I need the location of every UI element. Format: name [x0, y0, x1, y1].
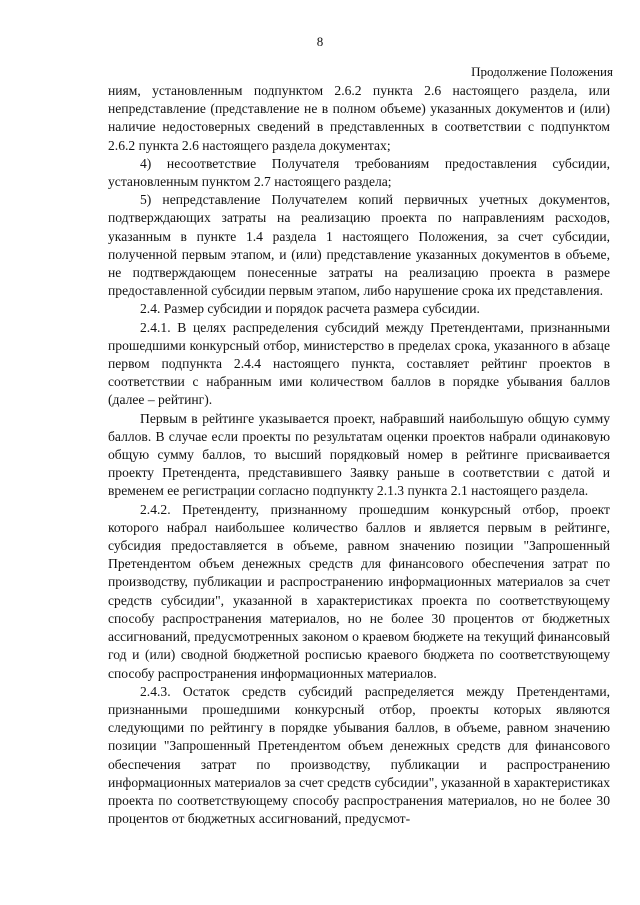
paragraph-continuation: ниям, установленным подпунктом 2.6.2 пункта 2.6 настоящего раздела, или непредставление (представление не в полном объеме) указанных документов и (или) наличие недостоверных сведений в представленных в соответствии с подпунктом 2.6.2 пункта 2.6 настоящего раздела документах;	[108, 83, 610, 153]
paragraph-item-4: 4) несоответствие Получателя требованиям предоставления субсидии, установленным пунктом 2.7 настоящего раздела;	[108, 155, 610, 190]
body-text	[108, 82, 610, 828]
page-number: 8	[316, 34, 324, 49]
section-heading-2-4: 2.4. Размер субсидии и порядок расчета размера субсидии.	[140, 301, 480, 317]
paragraph-2-4-3: 2.4.3. Остаток средств субсидий распределяется между Претендентами, признанными прошедшими конкурсный отбор, проекты которых являются следующими по рейтингу в порядке убывания баллов, в объеме, равном значению позиции "Запрошенный Претендентом объем денежных средств для финансового обеспечения затрат по производству, публикации и распространению информационных материалов за счет средств субсидии", указанной в характеристиках проекта по соответствующему способу распространения материалов, но не более 30 процентов от бюджетных ассигнований, предусмот-	[108, 683, 610, 827]
running-head: Продолжение Положения	[471, 64, 613, 79]
paragraph-2-4-2: 2.4.2. Претенденту, признанному прошедшим конкурсный отбор, проект которого набрал наибольшее количество баллов и является первым в рейтинге, субсидия предоставляется в объеме, равном значению позиции "Запрошенный Претендентом объем денежных средств для финансового обеспечения затрат по производству, публикации и распространению информационных материалов за счет средств субсидии", указанной в характеристиках проекта по соответствующему способу распространения материалов, но не более 30 процентов от бюджетных ассигнований, предусмотренных законом о краевом бюджете на текущий финансовый год и (или) сводной бюджетной росписью краевого бюджета по соответствующему способу распространения информационных материалов.	[108, 501, 610, 681]
paragraph-rating-rules: Первым в рейтинге указывается проект, набравший наибольшую общую сумму баллов. В случае если проекты по результатам оценки проектов набрали одинаковую общую сумму баллов, то высший порядковый номер в рейтинге присваивается проекту Претендента, представившего Заявку раньше в соответствии с датой и временем ее регистрации согласно подпункту 2.1.3 пункта 2.1 настоящего раздела.	[108, 410, 610, 499]
paragraph-item-5: 5) непредставление Получателем копий первичных учетных документов, подтверждающих затраты на реализацию проекта по направлениям расходов, указанным в пункте 1.4 раздела 1 настоящего Положения, за счет субсидии, полученной первым этапом, и (или) представление указанных документов в объеме, не подтверждающем понесенные затраты на реализацию проекта в размере предоставленной субсидии первым этапом, либо нарушение срока их представления.	[108, 192, 610, 299]
paragraph-2-4-1: 2.4.1. В целях распределения субсидий между Претендентами, признанными прошедшими конкурсный отбор, министерство в пределах срока, указанного в абзаце первом подпункта 2.4.4 настоящего пункта, составляет рейтинг проектов в соответствии с набранным ими количеством баллов в порядке убывания баллов (далее – рейтинг).	[108, 319, 610, 408]
